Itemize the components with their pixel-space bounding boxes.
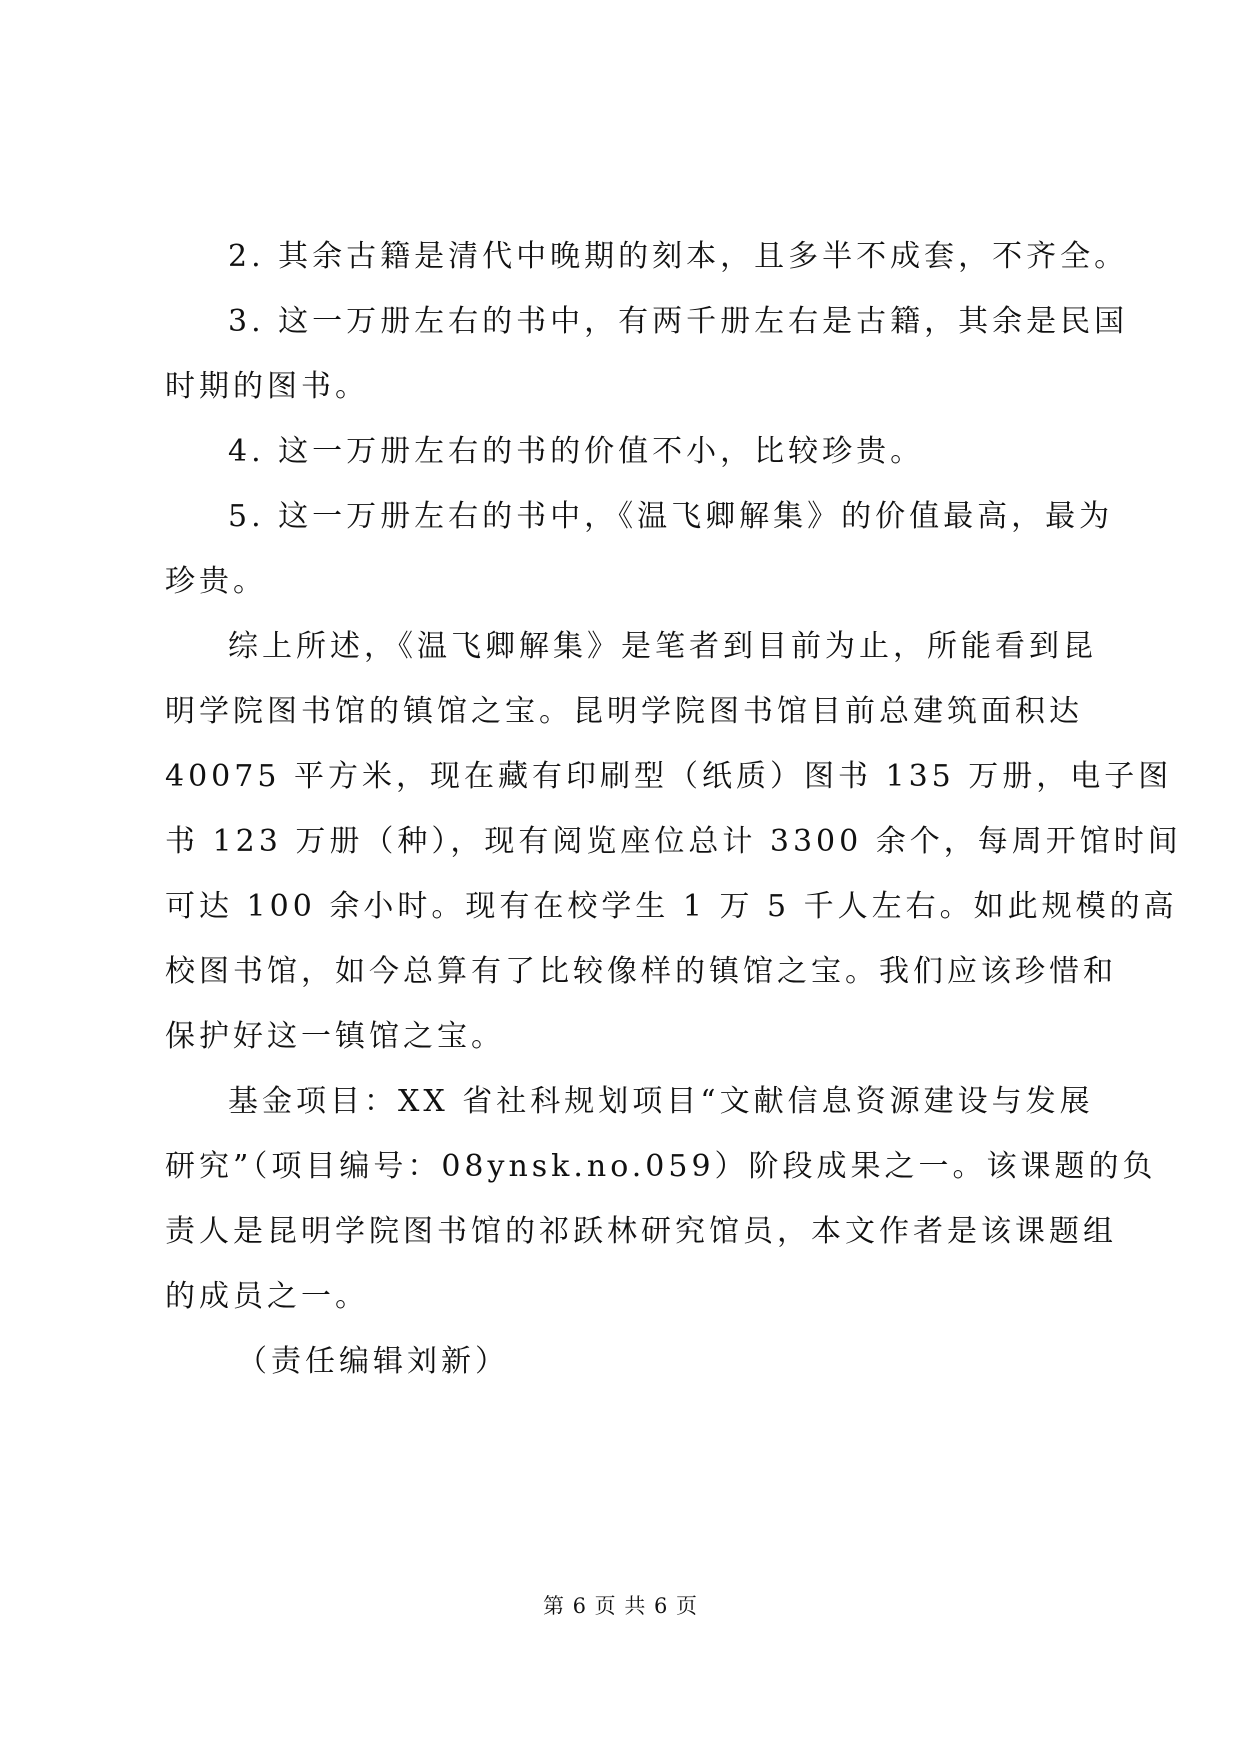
funding-paragraph-line-2: 研究”（项目编号：08ynsk.no.059）阶段成果之一。该课题的负	[165, 1149, 1157, 1184]
list-item-4: 4. 这一万册左右的书的价值不小，比较珍贵。	[228, 434, 925, 469]
funding-paragraph-line-3: 责人是昆明学院图书馆的祁跃林研究馆员，本文作者是该课题组	[165, 1214, 1117, 1249]
summary-paragraph-line-2: 明学院图书馆的镇馆之宝。昆明学院图书馆目前总建筑面积达	[165, 694, 1083, 729]
list-item-3-line-1: 3. 这一万册左右的书中，有两千册左右是古籍，其余是民国	[228, 304, 1129, 339]
list-item-5-line-2: 珍贵。	[165, 564, 267, 599]
summary-paragraph-line-3: 40075 平方米，现在藏有印刷型（纸质）图书 135 万册，电子图	[165, 759, 1173, 794]
list-item-3-line-2: 时期的图书。	[165, 369, 369, 404]
page-footer: 第 6 页 共 6 页	[542, 1594, 699, 1618]
document-body	[165, 224, 1182, 1394]
summary-paragraph-line-5: 可达 100 余小时。现有在校学生 1 万 5 千人左右。如此规模的高	[165, 889, 1178, 924]
summary-paragraph-line-4: 书 123 万册（种），现有阅览座位总计 3300 余个，每周开馆时间	[165, 824, 1182, 859]
editor-note: （责任编辑刘新）	[237, 1344, 509, 1379]
list-item-2: 2. 其余古籍是清代中晚期的刻本，且多半不成套，不齐全。	[228, 239, 1129, 274]
funding-paragraph-line-1: 基金项目：XX 省社科规划项目“文献信息资源建设与发展	[228, 1084, 1094, 1119]
summary-paragraph-line-1: 综上所述，《温飞卿解集》是笔者到目前为止，所能看到昆	[228, 629, 1097, 664]
summary-paragraph-line-6: 校图书馆，如今总算有了比较像样的镇馆之宝。我们应该珍惜和	[165, 954, 1117, 989]
list-item-5-line-1: 5. 这一万册左右的书中，《温飞卿解集》的价值最高，最为	[228, 499, 1114, 534]
summary-paragraph-line-7: 保护好这一镇馆之宝。	[165, 1019, 505, 1054]
funding-paragraph-line-4: 的成员之一。	[165, 1279, 369, 1314]
